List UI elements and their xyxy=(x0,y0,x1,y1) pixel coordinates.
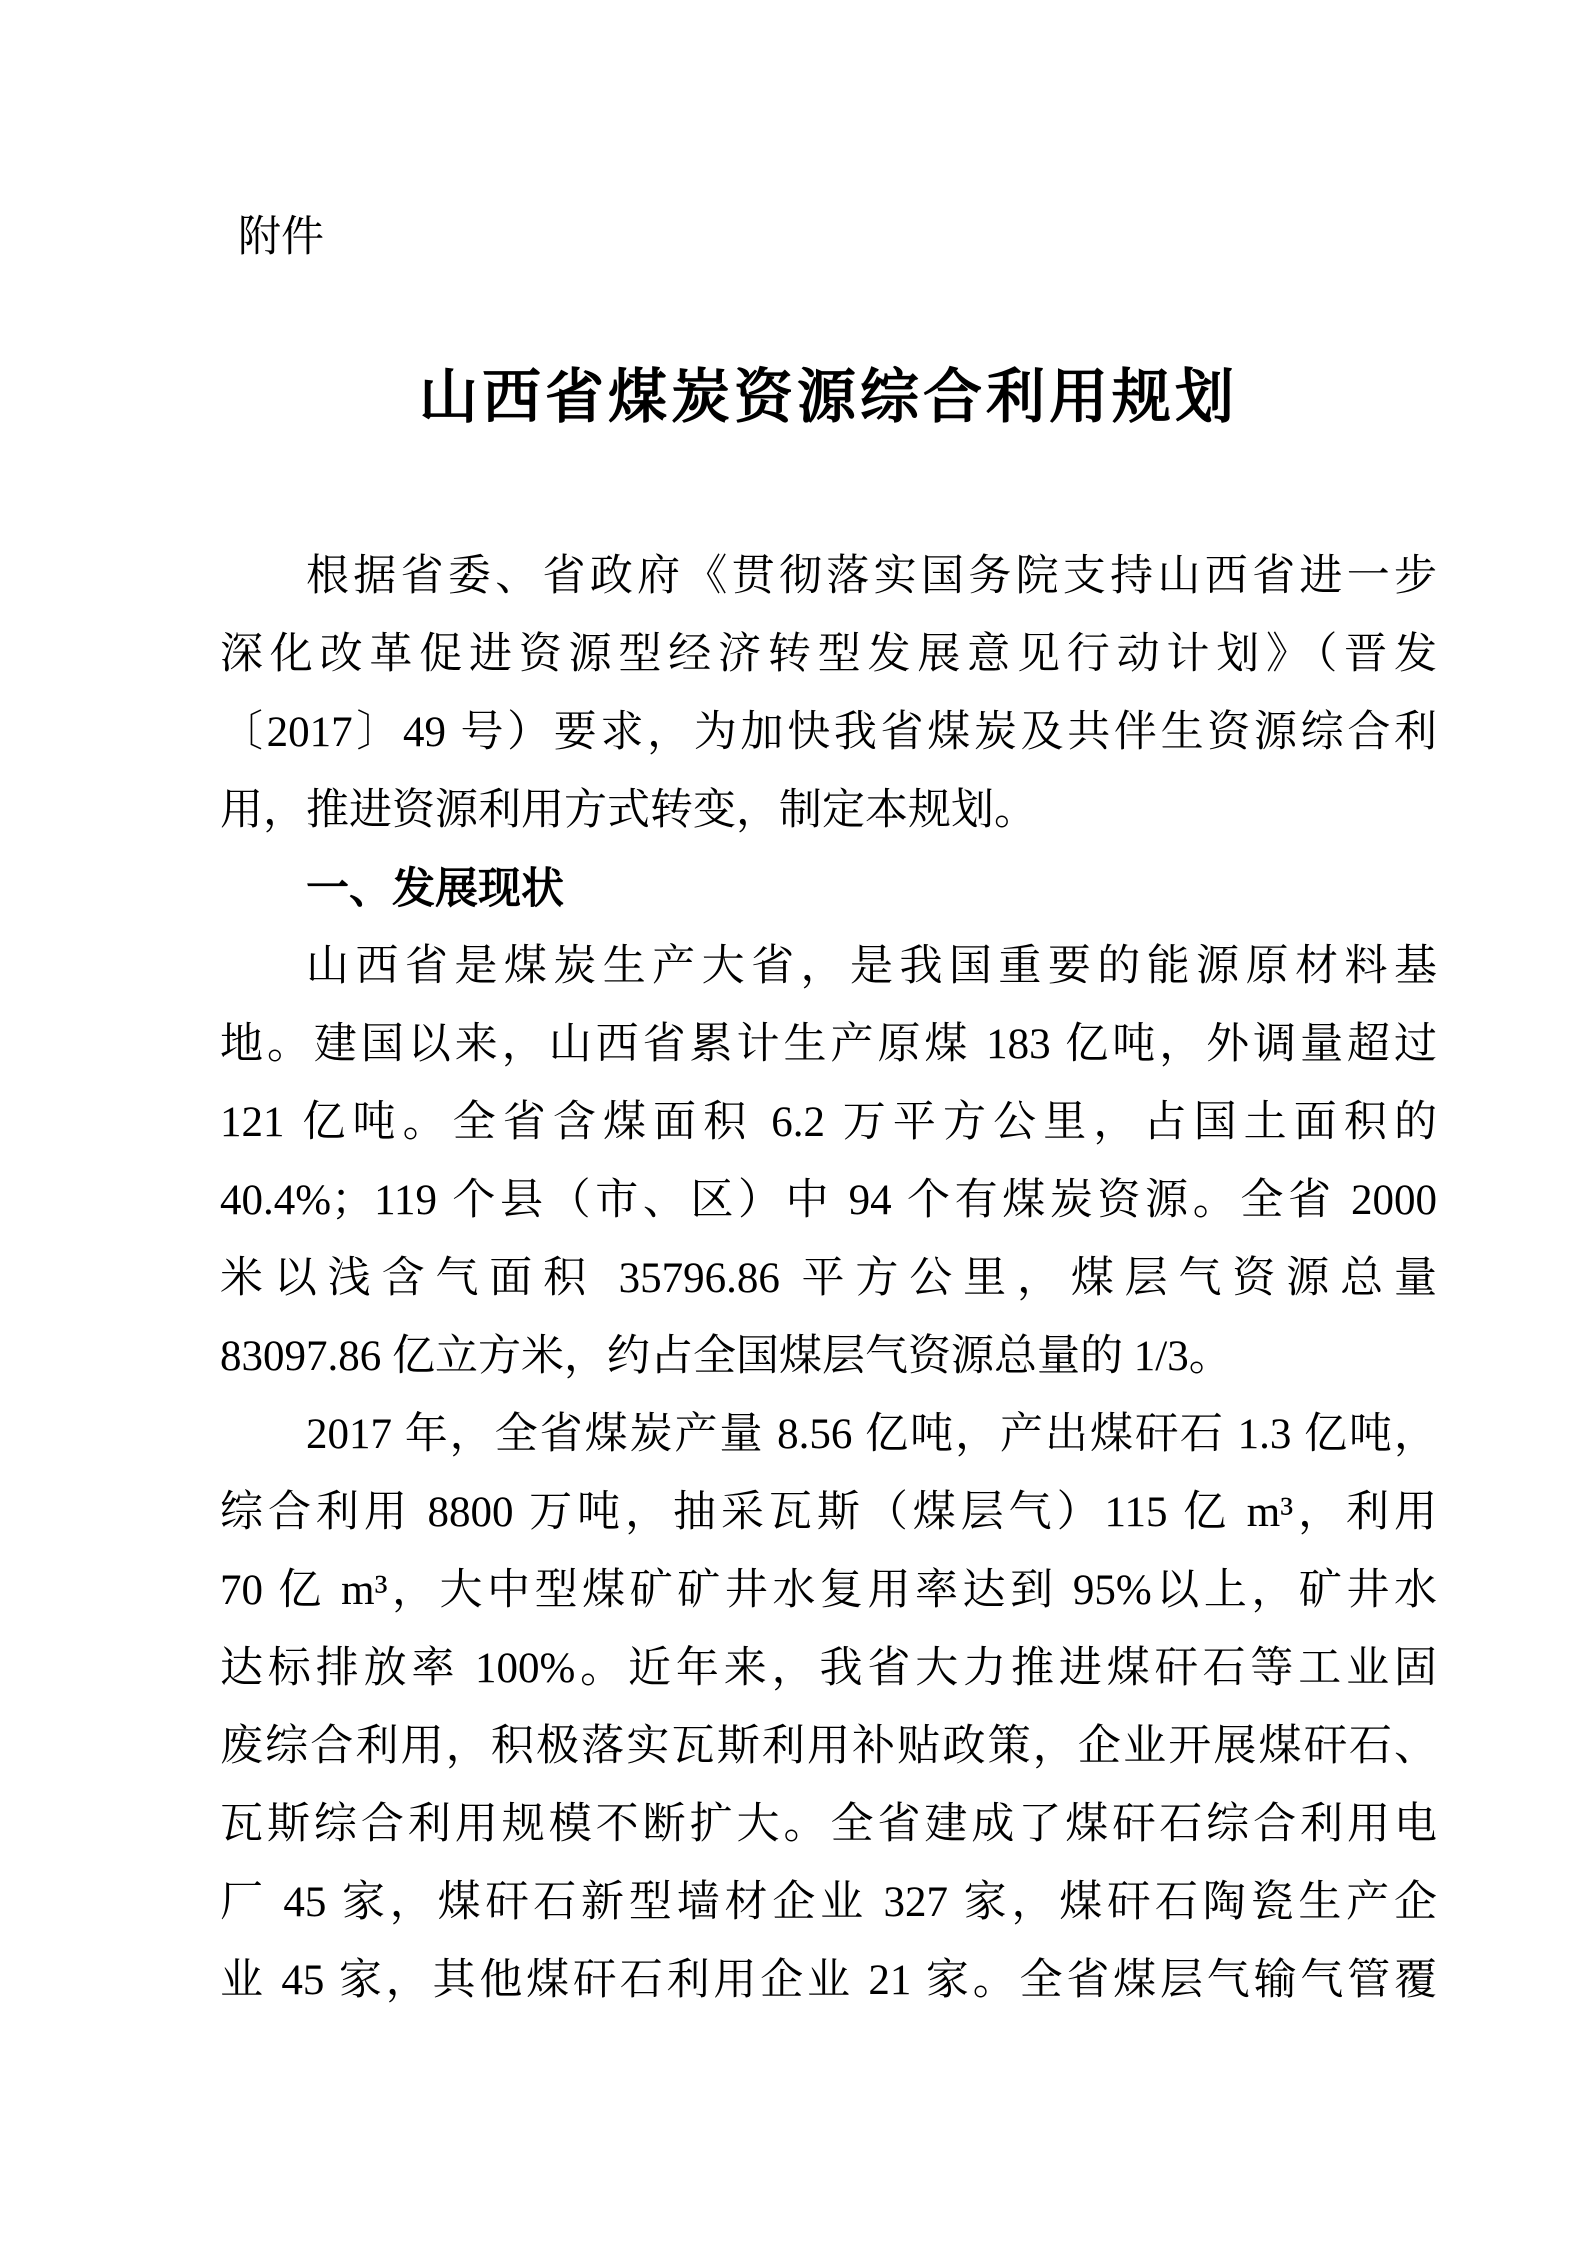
text-line: 综合利用 8800 万吨，抽采瓦斯（煤层气）115 亿 m³，利用 xyxy=(220,1489,1437,1536)
text-line: 根据省委、省政府《贯彻落实国务院支持山西省进一步 xyxy=(306,553,1437,600)
text-line: 40.4%；119 个县（市、区）中 94 个有煤炭资源。全省 2000 xyxy=(220,1177,1437,1224)
text-line: 121 亿吨。全省含煤面积 6.2 万平方公里，占国土面积的 xyxy=(220,1099,1437,1146)
text-line: 达标排放率 100%。近年来，我省大力推进煤矸石等工业固 xyxy=(220,1645,1437,1692)
text-line: 山西省是煤炭生产大省，是我国重要的能源原材料基 xyxy=(306,943,1437,990)
text-line: 厂 45 家，煤矸石新型墙材企业 327 家，煤矸石陶瓷生产企 xyxy=(220,1879,1437,1926)
text-line: 米以浅含气面积 35796.86 平方公里，煤层气资源总量 xyxy=(220,1255,1437,1302)
text-line: 83097.86 亿立方米，约占全国煤层气资源总量的 1/3。 xyxy=(220,1333,1232,1380)
document-body xyxy=(220,538,1437,2020)
text-line: 用，推进资源利用方式转变，制定本规划。 xyxy=(220,787,1037,834)
text-line: 70 亿 m³，大中型煤矿矿井水复用率达到 95%以上，矿井水 xyxy=(220,1567,1437,1614)
text-line: 地。建国以来，山西省累计生产原煤 183 亿吨，外调量超过 xyxy=(220,1021,1437,1068)
attachment-label: 附件 xyxy=(238,213,324,261)
text-line: 瓦斯综合利用规模不断扩大。全省建成了煤矸石综合利用电 xyxy=(220,1801,1437,1848)
text-line: 业 45 家，其他煤矸石利用企业 21 家。全省煤层气输气管覆 xyxy=(220,1957,1437,2004)
document-title: 山西省煤炭资源综合利用规划 xyxy=(418,364,1238,430)
text-line: 〔2017〕49 号）要求，为加快我省煤炭及共伴生资源综合利 xyxy=(220,709,1437,756)
text-line: 废综合利用，积极落实瓦斯利用补贴政策，企业开展煤矸石、 xyxy=(220,1723,1437,1770)
section-heading: 一、发展现状 xyxy=(306,865,564,913)
text-line: 深化改革促进资源型经济转型发展意见行动计划》（晋发 xyxy=(220,631,1437,678)
text-line: 2017 年，全省煤炭产量 8.56 亿吨，产出煤矸石 1.3 亿吨， xyxy=(306,1411,1437,1458)
